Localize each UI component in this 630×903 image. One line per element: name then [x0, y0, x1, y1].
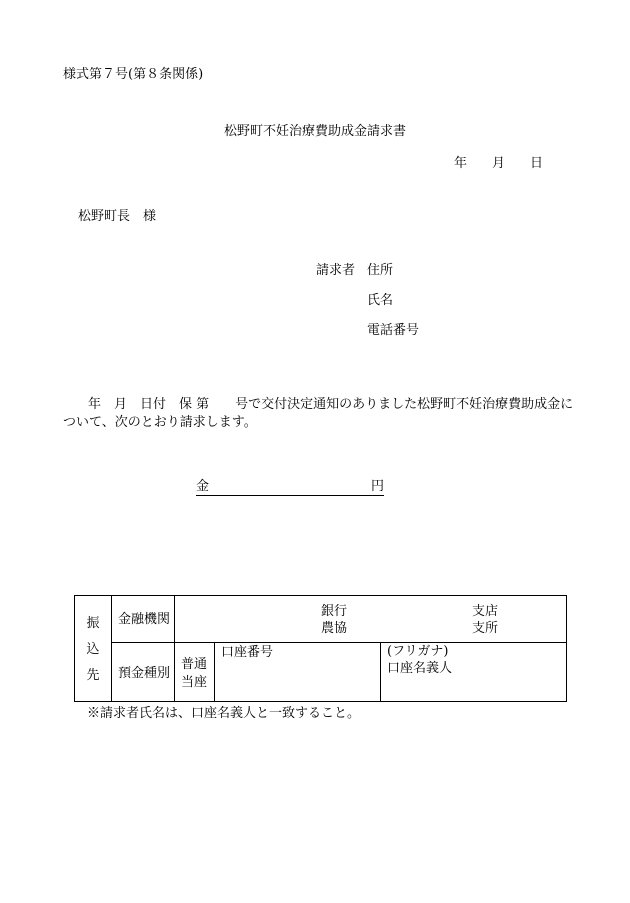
claimant-label: 請求者 [316, 263, 356, 278]
institution-label: 金融機関 [118, 612, 171, 627]
amount-suffix: 円 [370, 479, 384, 494]
ordinary-account: 普通 [181, 657, 208, 672]
current-account: 当座 [181, 675, 208, 690]
recipient: 松野町長 様 [78, 209, 157, 224]
coop-label: 農協 [321, 621, 348, 636]
branch-office-label: 支所 [472, 621, 499, 636]
body-text-line-1: 年 月 日付 保 第 号で交付決定通知のありました松野町不妊治療費助成金に [88, 397, 574, 412]
table-divider [174, 596, 175, 701]
name-label: 氏名 [367, 293, 394, 308]
date-day: 日 [530, 156, 544, 171]
furigana-label: (フリガナ) [387, 644, 449, 659]
transfer-label-char: 込 [86, 642, 100, 657]
bank-label: 銀行 [321, 604, 348, 619]
phone-label: 電話番号 [367, 323, 420, 338]
note: ※請求者氏名は、口座名義人と一致すること。 [87, 706, 361, 721]
bank-transfer-table [74, 595, 567, 702]
amount-line [196, 480, 384, 496]
document-title: 松野町不妊治療費助成金請求書 [223, 124, 406, 139]
transfer-label-char: 振 [86, 616, 100, 631]
form-number: 様式第７号(第８条関係) [63, 67, 204, 82]
table-divider [380, 642, 381, 701]
deposit-type-label: 預金種別 [118, 666, 171, 681]
table-divider [111, 596, 112, 701]
body-text-line-2: ついて、次のとおり請求します。 [63, 415, 257, 430]
account-number-label: 口座番号 [221, 645, 274, 660]
table-divider [214, 642, 215, 701]
branch-label: 支店 [472, 604, 499, 619]
amount-prefix: 金 [196, 479, 210, 494]
transfer-label-char: 先 [86, 668, 100, 683]
date-month: 月 [492, 156, 506, 171]
account-holder-label: 口座名義人 [387, 661, 453, 676]
date-year: 年 [454, 156, 468, 171]
table-divider [111, 642, 566, 643]
address-label: 住所 [367, 263, 394, 278]
